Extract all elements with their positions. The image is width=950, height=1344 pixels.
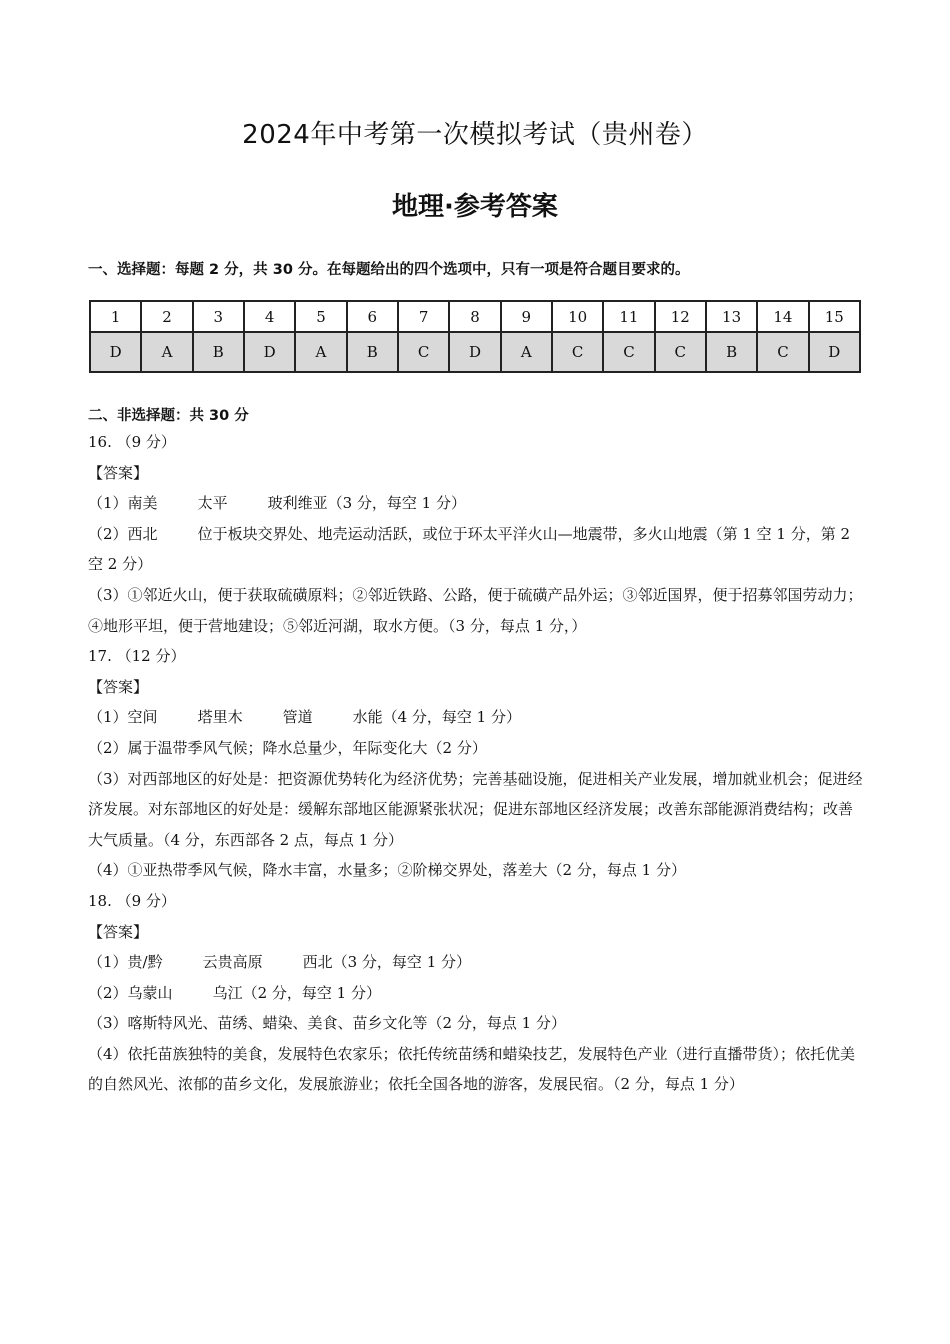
answer-table (89, 300, 861, 373)
q17-number: 17. （12 分） (88, 647, 186, 666)
question-number-cell: 5 (295, 301, 346, 332)
question-number-cell: 1 (90, 301, 141, 332)
q17-answer-1: （1）空间 塔里木 管道 水能（4 分，每空 1 分） (88, 708, 521, 727)
q16-answer-2: （2）西北 位于板块交界处、地壳运动活跃，或位于环太平洋火山—地震带，多火山地震（第 1 空 1 分，第 2 空 2 分） (88, 524, 851, 574)
question-number-cell: 15 (809, 301, 860, 332)
exam-title: 2024年中考第一次模拟考试（贵州卷） (242, 120, 708, 150)
question-number-cell: 11 (603, 301, 654, 332)
question-number-cell: 3 (193, 301, 244, 332)
question-number-cell: 2 (141, 301, 192, 332)
answer-letter-cell: A (501, 332, 552, 372)
q16-answer-3: （3）①邻近火山，便于获取硫磺原料；②邻近铁路、公路，便于硫磺产品外运；③邻近国界，便于招募邻国劳动力；④地形平坦，便于营地建设；⑤邻近河湖，取水方便。（3 分，每点 1 分，） (88, 585, 863, 635)
q17-answer-2: （2）属于温带季风气候；降水总量少，年际变化大（2 分） (88, 738, 487, 757)
question-number-cell: 8 (449, 301, 500, 332)
question-number-cell: 4 (244, 301, 295, 332)
answer-letter-cell: D (809, 332, 860, 372)
answer-letter-cell: C (603, 332, 654, 372)
question-number-cell: 13 (706, 301, 757, 332)
answers-body (88, 427, 863, 1100)
question-number-cell: 9 (501, 301, 552, 332)
answer-letter-row (90, 332, 860, 372)
q18-answer-3: （3）喀斯特风光、苗绣、蜡染、美食、苗乡文化等（2 分，每点 1 分） (88, 1014, 566, 1033)
answer-letter-cell: D (244, 332, 295, 372)
question-number-cell: 14 (757, 301, 808, 332)
section2-heading: 二、非选择题：共 30 分 (88, 408, 249, 424)
q16-number: 16. （9 分） (88, 433, 176, 451)
question-number-cell: 7 (398, 301, 449, 332)
answer-letter-cell: C (552, 332, 603, 372)
q17-answer-3: （3）对西部地区的好处是：把资源优势转化为经济优势；完善基础设施，促进相关产业发展，增加就业机会；促进经济发展。对东部地区的好处是：缓解东部地区能源紧张状况；促进东部地区经济发展；改善东部能源消费结构；改善大气质量。（4 分，东西部各 2 点，每点 1 分） (88, 769, 863, 849)
q16-answer-1: （1）南美 太平 玻利维亚（3 分，每空 1 分） (88, 494, 466, 513)
q18-number: 18. （9 分） (88, 891, 176, 910)
q17-answer-tag: 【答案】 (88, 677, 149, 696)
answer-letter-cell: B (706, 332, 757, 372)
q18-answer-tag: 【答案】 (88, 922, 149, 941)
question-number-cell: 10 (552, 301, 603, 332)
answer-letter-cell: C (655, 332, 706, 372)
answer-letter-cell: A (295, 332, 346, 372)
question-number-cell: 6 (347, 301, 398, 332)
section1-heading: 一、选择题：每题 2 分，共 30 分。在每题给出的四个选项中，只有一项是符合题目要求的。 (88, 262, 690, 278)
answer-letter-cell: B (193, 332, 244, 372)
question-number-row (90, 301, 860, 332)
answer-letter-cell: D (449, 332, 500, 372)
q18-answer-4: （4）依托苗族独特的美食，发展特色农家乐；依托传统苗绣和蜡染技艺，发展特色产业（进行直播带货）；依托优美的自然风光、浓郁的苗乡文化，发展旅游业；依托全国各地的游客，发展民宿。（2 分，每点 1 分） (88, 1044, 856, 1094)
answer-letter-cell: A (141, 332, 192, 372)
q18-answer-2: （2）乌蒙山 乌江（2 分，每空 1 分） (88, 983, 381, 1002)
answer-letter-cell: D (90, 332, 141, 372)
q16-answer-tag: 【答案】 (88, 463, 149, 482)
q17-answer-4: （4）①亚热带季风气候，降水丰富，水量多；②阶梯交界处，落差大（2 分，每点 1 分） (88, 861, 686, 880)
question-number-cell: 12 (655, 301, 706, 332)
answer-letter-cell: C (757, 332, 808, 372)
answer-letter-cell: B (347, 332, 398, 372)
q18-answer-1: （1）贵/黔 云贵高原 西北（3 分，每空 1 分） (88, 953, 472, 972)
answer-key-subtitle: 地理·参考答案 (392, 192, 558, 222)
answer-letter-cell: C (398, 332, 449, 372)
